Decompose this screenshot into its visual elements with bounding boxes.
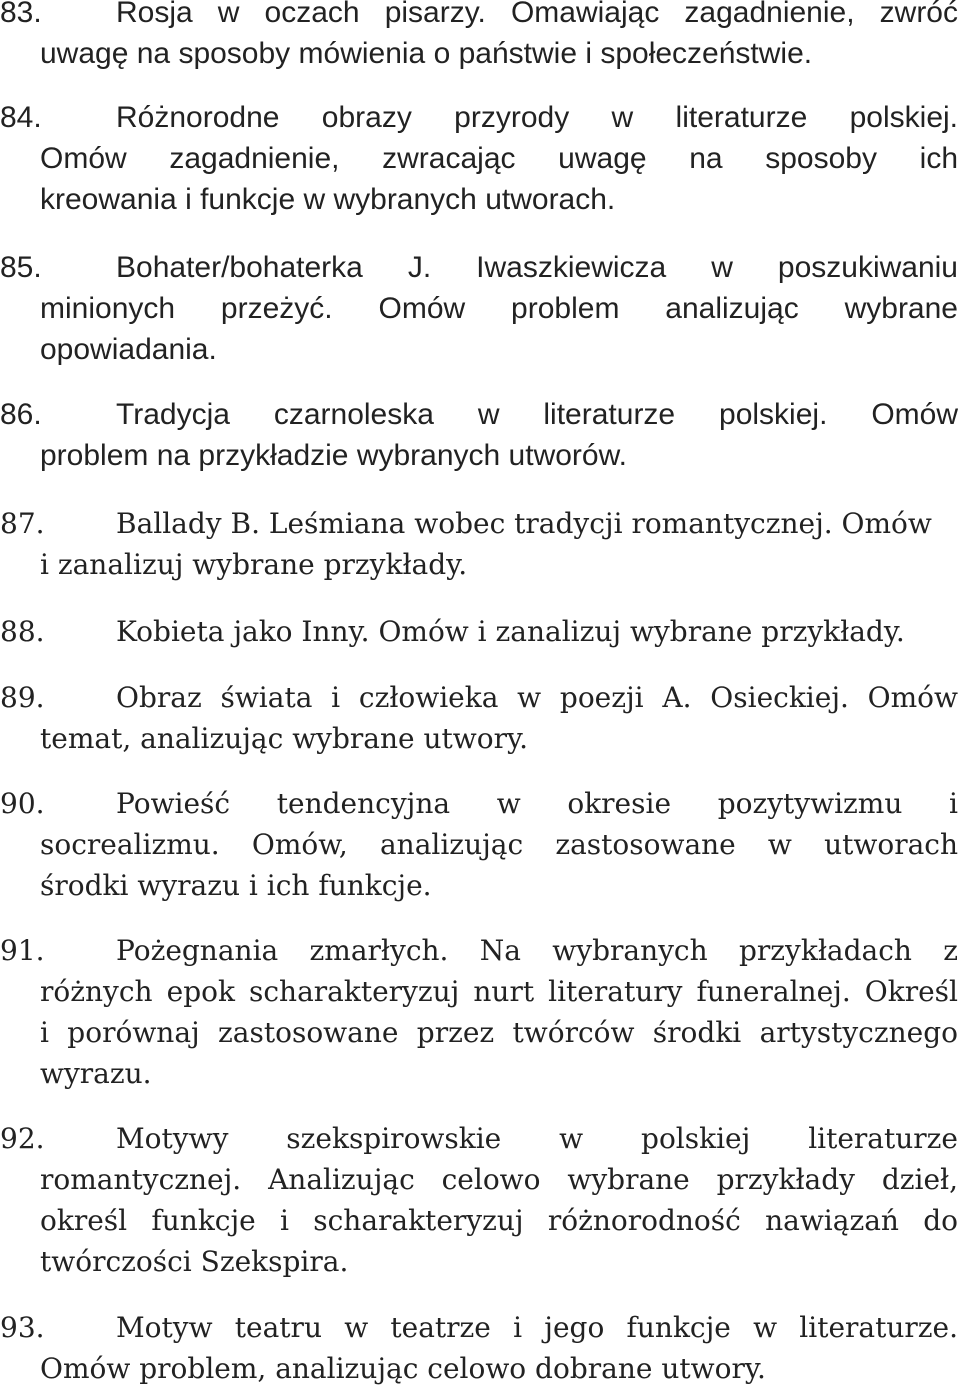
item-text-line: i porównaj zastosowane przez twórców środki artystycznego <box>40 1016 958 1049</box>
item-number: 89. <box>0 681 45 714</box>
item-text-line: Obraz świata i człowieka w poezji A. Osieckiej. Omów <box>116 681 958 714</box>
item-text-line: Rosja w oczach pisarzy. Omawiając zagadnienie, zwróć <box>116 0 958 29</box>
item-text-line: uwagę na sposoby mówienia o państwie i społeczeństwie. <box>40 37 813 70</box>
item-text-line: Omów problem, analizując celowo dobrane utwory. <box>40 1352 766 1385</box>
item-text-line: Omów zagadnienie, zwracając uwagę na sposoby ich <box>40 142 958 175</box>
item-number: 92. <box>0 1122 45 1155</box>
item-text-line: Ballady B. Leśmiana wobec tradycji romantycznej. Omów <box>116 507 932 540</box>
item-text-line: opowiadania. <box>40 333 217 366</box>
item-text-line: twórczości Szekspira. <box>40 1245 349 1278</box>
item-text-line: środki wyrazu i ich funkcje. <box>40 869 432 902</box>
item-number: 90. <box>0 787 45 820</box>
item-text-line: Bohater/bohaterka J. Iwaszkiewicza w poszukiwaniu <box>116 251 958 284</box>
item-number: 86. <box>0 398 42 431</box>
item-text-line: Tradycja czarnoleska w literaturze polskiej. Omów <box>116 398 958 431</box>
item-text-line: minionych przeżyć. Omów problem analizując wybrane <box>40 292 958 325</box>
item-number: 84. <box>0 101 42 134</box>
item-number: 88. <box>0 615 45 648</box>
item-number: 93. <box>0 1311 45 1344</box>
item-text-line: Motywy szekspirowskie w polskiej literaturze <box>116 1122 958 1155</box>
item-text-line: Różnorodne obrazy przyrody w literaturze polskiej. <box>116 101 958 134</box>
item-text-line: socrealizmu. Omów, analizując zastosowane w utworach <box>40 828 958 861</box>
item-number: 87. <box>0 507 45 540</box>
item-text-line: Pożegnania zmarłych. Na wybranych przykładach z <box>116 934 958 967</box>
item-text-line: określ funkcje i scharakteryzuj różnorodność nawiązań do <box>40 1204 958 1237</box>
item-number: 83. <box>0 0 42 29</box>
item-text-line: kreowania i funkcje w wybranych utworach. <box>40 183 616 216</box>
item-number: 91. <box>0 934 45 967</box>
item-text-line: Powieść tendencyjna w okresie pozytywizmu i <box>116 787 958 820</box>
item-text-line: problem na przykładzie wybranych utworów. <box>40 439 627 472</box>
item-number: 85. <box>0 251 42 284</box>
item-text-line: wyrazu. <box>40 1057 152 1090</box>
item-text-line: Motyw teatru w teatrze i jego funkcje w literaturze. <box>116 1311 958 1344</box>
item-text-line: temat, analizując wybrane utwory. <box>40 722 528 755</box>
item-text-line: różnych epok scharakteryzuj nurt literatury funeralnej. Określ <box>40 975 958 1008</box>
item-text-line: romantycznej. Analizując celowo wybrane przykłady dzieł, <box>40 1163 958 1196</box>
item-text-line: Kobieta jako Inny. Omów i zanalizuj wybrane przykłady. <box>116 615 905 648</box>
item-text-line: i zanalizuj wybrane przykłady. <box>40 548 468 581</box>
